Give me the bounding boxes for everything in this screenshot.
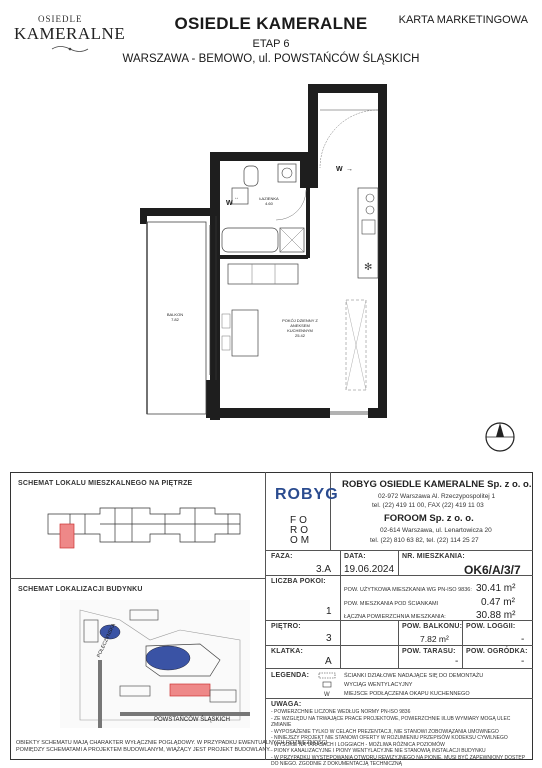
foroom-logo [290,516,312,546]
room-area: 7.82 [171,317,179,322]
legend-ventilation: WYCIĄG WENTYLACYJNY [344,682,413,688]
footnote-line: POMIĘDZY SCHEMATAMI A PROJEKTEM BUDOWLANYM, WIĄŻĄCY JEST PROJEKT BUDOWLANY. [16,747,271,753]
robyg-address: 02-972 Warszawa Al. Rzeczypospolitej 1 [378,493,496,500]
terrace-area-value: - [455,656,459,667]
floor-scheme-title: SCHEMAT LOKALU MIESZKALNEGO NA PIĘTRZE [18,480,193,487]
page-title: OSIEDLE KAMERALNE [174,14,368,33]
room-label-balcony [160,312,190,322]
floor-plan [0,68,542,468]
faza-label: FAZA: [271,553,293,560]
usable-area-value: 30.41 m² [476,583,516,594]
foroom-logo-line: OM [290,535,313,546]
arrow-right-icon: → [346,166,353,173]
room-label-bathroom [254,196,284,206]
robyg-logo: ROBYG [275,486,339,503]
total-area-value: 30.88 m² [476,610,516,621]
remark-item: - NINIEJSZY PROJEKT NIE STANOWI OFERTY W ROZUMIENIU PRZEPISÓW KODEKSU CYWILNEGO [271,735,508,741]
robyg-name: ROBYG OSIEDLE KAMERALNE Sp. z o. o. [342,479,532,490]
total-area-label: ŁĄCZNA POWIERZCHNIA MIESZKANIA: [344,614,446,620]
building-scheme-title: SCHEMAT LOKALIZACJI BUDYNKU [18,586,143,593]
remark-item: - WYPOSAŻENIE TYLKO W CELACH PREZENTACJI, NIE STANOWI ZOBOWIĄZANIA UMOWNEGO [271,728,499,735]
rooms-label: LICZBA POKOI: [271,578,326,585]
svg-text:W: W [324,692,330,698]
room-name: BALKON [166,312,184,317]
foroom-name: FOROOM Sp. z o. o. [384,513,474,524]
ventilation-marker-bath: W [226,200,233,207]
legend-label: LEGENDA: [271,672,310,679]
foroom-address: 02-614 Warszawa, ul. Lenartowicza 20 [380,527,492,534]
date-value: 19.06.2024 [344,564,395,575]
staircase-label: KLATKA: [271,648,303,655]
remarks-label: UWAGA: [271,701,302,708]
location-label: WARSZAWA - BEMOWO, ul. POWSTAŃCÓW ŚLĄSKICH [122,53,420,65]
remark-item: - WYSOKIE NA TARASACH I LOGGIACH - MOŻLIWA RÓŻNICA POZIOMÓW [271,741,445,748]
balcony-area-value: 7.82 m² [420,634,449,644]
faza-value: 3.A [316,564,332,575]
svg-text:↔: ↔ [234,195,239,201]
ventilation-marker-kitchen: W [336,166,343,173]
street-label-a: POLECZYNSKA [96,622,118,659]
svg-text:✻: ✻ [364,262,373,273]
card-type-label: KARTA MARKETINGOWA [398,14,528,26]
room-label-living [278,318,322,338]
remarks-list [271,709,529,768]
remark-item: - W PRZYPADKU WYSTĘPOWANIA OTWORU REWIZYJNEGO NA PIONIE, MUSI BYĆ ZAPEWNIONY DOSTĘP DO NIEGO. ZGODNIE Z DOKUMENTACJĄ TECHNICZNĄ [271,754,526,767]
room-area: 25.42 [294,333,305,338]
balcony-area-label: POW. BALKONU: [402,623,463,630]
floor-scheme-diagram [40,500,250,556]
floor-value: 3 [326,633,332,644]
garden-area-value: - [521,656,525,667]
date-label: DATA: [344,553,366,560]
legend-removable-walls: ŚCIANKI DZIAŁOWE NADAJĄCE SIĘ DO DEMONTAŻU [344,673,484,679]
legend-icons [318,672,336,698]
room-name: ŁAZIENKA [259,196,279,201]
robyg-phone: tel. (22) 419 11 00, FAX (22) 419 11 03 [372,502,484,509]
usable-area-label: POW. UŻYTKOWA MIESZKANIA WG PN-ISO 9836: [344,587,472,593]
room-name: POKÓJ DZIENNY Z [282,318,318,323]
apartment-number-value: OK6/A/3/7 [464,563,521,577]
area-under-walls-value: 0.47 m² [481,597,515,608]
foroom-logo-line: RO [290,525,311,536]
foroom-phone: tel. (22) 810 63 82, tel. (22) 114 25 27 [370,537,479,544]
rooms-value: 1 [326,606,332,617]
area-under-walls-label: POW. MIESZKANIA POD ŚCIANKAMI [344,601,439,607]
room-name: KUCHENNYM [287,328,313,333]
footnote-line: OBIEKTY SCHEMATU MAJĄ CHARAKTER WYŁĄCZNIE POGLĄDOWY. W PRZYPADKU EWENTUALNYCH ROZBIEŻNOŚCI [16,740,328,746]
logo-top-text: OSIEDLE [38,14,83,24]
remark-item: - POWIERZCHNIE LICZONE WEDŁUG NORMY PN-ISO 9836 [271,709,411,715]
stage-label: ETAP 6 [252,38,290,50]
staircase-value: A [325,656,332,667]
loggia-area-value: - [521,634,525,645]
remark-item: - PIONY KANALIZACYJNE I PIONY WENTYLACYJNE NIE STANOWIĄ INSTALACJI BUDYNKU [271,748,486,754]
logo-main-text: KAMERALNE [14,24,126,43]
legend-hood-connection: MIEJSCE PODŁĄCZENIA OKAPU KUCHENNEGO [344,691,470,697]
apartment-number-label: NR. MIESZKANIA: [402,553,465,560]
room-area: 4.60 [265,201,273,206]
terrace-area-label: POW. TARASU: [402,648,456,655]
loggia-area-label: POW. LOGGII: [466,623,516,630]
street-label-b: POWSTAŃCÓW ŚLĄSKICH [154,717,230,723]
foroom-logo-line: FO [290,515,310,526]
floor-label: PIĘTRO: [271,623,301,630]
room-name: ANEKSEM [290,323,310,328]
garden-area-label: POW. OGRÓDKA: [466,648,528,655]
building-location-map [60,600,250,728]
remark-item: - ZE WZGLĘDU NA TRWAJĄCE PRACE PROJEKTOWE, POWIERZCHNIE I/LUB WYMIARY MOGĄ ULEC ZMIANIE [271,715,511,728]
